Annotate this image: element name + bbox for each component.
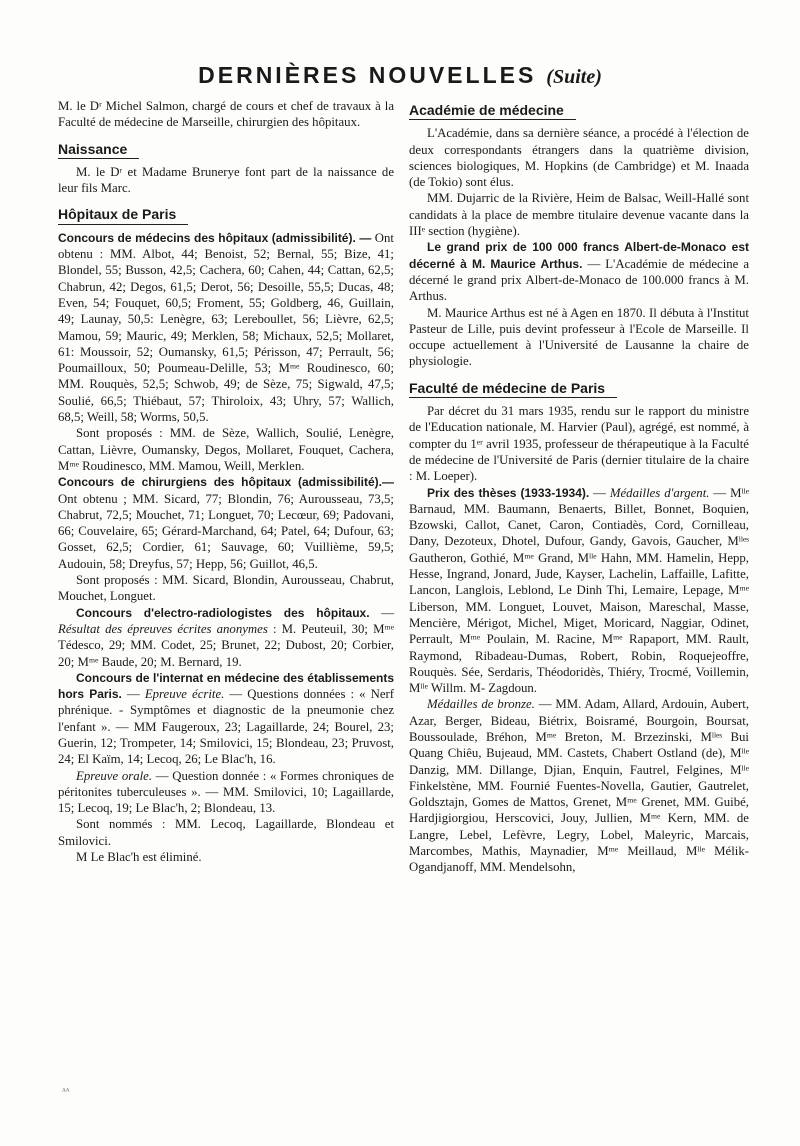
electro-paragraph: Concours d'electro-radiologistes des hôpitaux. — Résultat des épreuves écrites anonymes : M. Peuteuil, 30; Mᵐᵉ Tédesco, 29; MM. Codet, 25; Brunet, 22; Dubost, 20; Corbier, 20; Mᵐᵉ Baude, 20; M. Bernard, 19.	[58, 605, 395, 669]
electro-results: : M. Peuteuil, 30; Mᵐᵉ Tédesco, 29; MM. Codet, 25; Brunet, 22; Dubost, 20; Corbier, 20; Mᵐᵉ Baude, 20; M. Bernard, 19.	[58, 621, 395, 669]
arthus-paragraph: M. Maurice Arthus est né à Agen en 1870. Il débuta à l'Institut Pasteur de Lille, puis devint professeur à l'Ecole de Marseille. Il occupe actuellement à l'Université de Lausanne la chaire de physiologie.	[409, 305, 749, 369]
prix-heading: Le grand prix de 100 000 francs Albert-de-Monaco est décerné à M. Maurice Arthus.	[409, 240, 749, 271]
prix-text: — L'Académie de médecine a décerné le grand prix Albert-de-Monaco de 100.000 francs à M. Arthus.	[409, 256, 749, 304]
internat-heading: Concours de l'internat en médecine des établissements hors Paris.	[58, 670, 394, 702]
internat-orale-text: — Question donnée : « Formes chroniques de péritonites tuberculeuses ». — MM. Smilovici, 10; Lagaillarde, 15; Lecoq, 19; Le Blac'h, 2; Blondeau, 13.	[58, 768, 394, 816]
internat-orale-paragraph	[58, 768, 394, 817]
academie-paragraph-1: L'Académie, dans sa dernière séance, a procédé à l'élection de deux correspondants étrangers dans la quatrième division, sciences biologiques, M. Hopkins (de Cambridge) et M. Inaada (de Tokio) sont élus.	[409, 126, 749, 190]
internat-orale: Epreuve orale.	[76, 768, 153, 783]
internat-paragraph: Concours de l'internat en médecine des établissements hors Paris. — Epreuve écrite. — Questions données : « Nerf phrénique. - Symptômes et diagnostic de la pneumonie chez l'enfant ». — MM Faugeroux, 23; Lagaillarde, 24; Bourel, 23; Guerin, 12; Trompeter, 14; Smilovici, 15; Blondeau, 23; Pruvost, 24; El Kaïm, 14; Lecoq, 26; Le Blac'h, 16.	[58, 670, 395, 767]
medecins-paragraph	[58, 230, 394, 426]
section-heading-hopitaux: Hôpitaux de Paris	[58, 206, 188, 224]
naissance-paragraph: M. le Dʳ et Madame Brunerye font part de la naissance de leur fils Marc.	[58, 164, 394, 196]
theses-bronze: Médailles de bronze.	[427, 697, 535, 712]
chirurgiens-proposes: Sont proposés : MM. Sicard, Blondin, Aurousseau, Chabrut, Mouchet, Longuet.	[58, 573, 394, 604]
internat-nommes: Sont nommés : MM. Lecoq, Lagaillarde, Blondeau et Smilovici.	[58, 817, 394, 848]
theses-bronze-list: — MM. Adam, Allard, Ardouin, Aubert, Azar, Berger, Bideau, Biétrix, Boisramé, Bourgoin, Boursat, Boussoulade, Bréhon, Mᵐᵉ Breton, M. Brzezinski, Mˡˡᵉˢ Bui Quang Chiêu, Bujeaud, MM. Castets, Chabert Ostland (de), Mˡˡᵉ Danzig, MM. Dillange, Djian, Enquin, Fautrel, Felgines, Mˡˡᵉ Finkelstène, MM. Fournié Fuentes-Novella, Gautier, Gautrelet, Goldsztajn, Gomes de Mattos, Grenet, Mᵐᵉ Grenet, MM. Guibé, Hardjigiorgiou, Herscovici, Jouy, Jullien, Mᵐᵉ Kern, MM. de Langre, Lebel, Lefèvre, Legry, Lobel, Maleyric, Marcais, Marcombes, Mathis, Maynadier, Mᵐᵉ Meillaud, Mˡˡᵉ Mélik-Ogandjanoff, MM. Mendelsohn,	[409, 697, 750, 875]
section-heading-academie: Académie de médecine	[409, 102, 576, 120]
faculte-paragraph: Par décret du 31 mars 1935, rendu sur le rapport du ministre de l'Education nationale, M. Harvier (Paul), agrégé, est nommé, à compter du 1ᵉʳ avril 1935, professeur de thérapeutique à la Faculté de médecine de l'Université de Paris (dernier titulaire de la chaire : M. Loeper).	[409, 404, 749, 484]
theses-argent-list: — Mˡˡᵉ Barnaud, MM. Baumann, Benaerts, Billet, Bonnet, Boquien, Bzowski, Callot, Canet, Caron, Contiadès, Cord, Cornilleau, Dany, Dezoteux, Dhotel, Dufour, Gandy, Gavois, Gaucher, Mˡˡᵉˢ Gautheron, Gothié, Mᵐᵉ Grand, Mˡˡᵉ Hahn, MM. Hamelin, Hepp, Hesse, Ingrand, Jonard, Jude, Kayser, Lachelin, Laffaille, Lafitte, Lancon, Langlois, Leblond, Le Dinh Thi, Lemaire, Lepage, Mᵐᵉ Liberson, MM. Longuet, Louvet, Maison, Mareschal, Masse, Mencière, Mérigot, Michel, Miget, Moricard, Naggiar, Odinet, Perrault, Mᵐᵉ Poulain, M. Racine, Mᵐᵉ Rapaport, MM. Rault, Raymond, Ribadeau-Dumas, Robert, Robin, Roquejeoffre, Rouquès. Sée, Serdaris, Théodoridès, Thiéry, Trocmé, Voillemin, Mˡˡᵉ Willm. M- Zagdoun.	[409, 485, 749, 696]
internat-ecrite: Epreuve écrite.	[144, 687, 225, 702]
academie-paragraph-2: MM. Dujarric de la Rivière, Heim de Balsac, Weill-Hallé sont candidats à la place de membre titulaire devenue vacante dans la IIIᵉ section (hygiène).	[409, 191, 749, 239]
section-heading-faculte: Faculté de médecine de Paris	[409, 380, 617, 398]
page-corner-mark: ᴬᴬ	[62, 1086, 70, 1096]
right-column	[409, 98, 749, 876]
page-title	[0, 62, 800, 89]
electro-italic: Résultat des épreuves écrites anonymes	[58, 621, 268, 636]
intro-paragraph: M. le Dʳ Michel Salmon, chargé de cours et chef de travaux à la Faculté de médecine de Marseille, chirurgien des hôpitaux.	[58, 99, 394, 130]
electro-heading: Concours d'electro-radiologistes des hôpitaux.	[76, 605, 370, 620]
prix-paragraph	[409, 239, 749, 304]
internat-ecrite-text: — Questions données : « Nerf phrénique. - Symptômes et diagnostic de la pneumonie chez l'enfant ». — MM Faugeroux, 23; Lagaillarde, 24; Bourel, 23; Guerin, 12; Trompeter, 14; Smilovici, 15; Blondeau, 23; Pruvost, 24; El Kaïm, 14; Lecoq, 26; Le Blac'h, 16.	[58, 687, 395, 767]
section-heading-naissance: Naissance	[58, 141, 139, 159]
medecins-proposes: Sont proposés : MM. de Sèze, Wallich, Soulié, Lenègre, Cattan, Lièvre, Oumansky, Degos, Mollaret, Fouquet, Cachera, Mᵐᵉ Roudinesco, MM. Mamou, Weill, Merklen.	[58, 426, 394, 473]
left-column	[58, 98, 394, 865]
internat-elimine: M Le Blac'h est éliminé.	[76, 850, 202, 865]
chirurgiens-results: Ont obtenu ; MM. Sicard, 77; Blondin, 76; Aurousseau, 73,5; Chabrut, 72,5; Mouchet, 71; Longuet, 70; Lecœur, 69; Padovani, 66; Couvelaire, 65; Gérard-Marchand, 64; Patel, 64; Dufour, 63; Gosset, 62,5; Cordier, 61; Sauvage, 60; Vuillième, 59,5; Audouin, 58; Dreyfus, 57; Hepp, 56; Guillot, 46,5.	[58, 491, 394, 571]
theses-heading: Prix des thèses (1933-1934).	[427, 485, 590, 500]
page-title-text: DERNIÈRES NOUVELLES	[198, 62, 537, 88]
chirurgiens-heading: Concours de chirurgiens des hôpitaux (admissibilité).—	[58, 475, 394, 490]
theses-bronze-paragraph	[409, 696, 749, 875]
chirurgiens-paragraph	[58, 474, 394, 572]
theses-paragraph: Prix des thèses (1933-1934). — Médailles d'argent. — Mˡˡᵉ Barnaud, MM. Baumann, Benaerts, Billet, Bonnet, Boquien, Bzowski, Callot, Canet, Caron, Contiadès, Cord, Cornilleau, Dany, Dezoteux, Dhotel, Dufour, Gandy, Gavois, Gaucher, Mˡˡᵉˢ Gautheron, Gothié, Mᵐᵉ Grand, Mˡˡᵉ Hahn, MM. Hamelin, Hepp, Hesse, Ingrand, Jonard, Jude, Kayser, Lachelin, Laffaille, Lafitte, Lancon, Langlois, Leblond, Le Dinh Thi, Lemaire, Lepage, Mᵐᵉ Liberson, MM. Longuet, Louvet, Maison, Mareschal, Masse, Mencière, Mérigot, Michel, Miget, Moricard, Naggiar, Odinet, Perrault, Mᵐᵉ Poulain, M. Racine, Mᵐᵉ Rapaport, MM. Rault, Raymond, Ribadeau-Dumas, Robert, Robin, Roquejeoffre, Rouquès. Sée, Serdaris, Théodoridès, Thiéry, Trocmé, Voillemin, Mˡˡᵉ Willm. M- Zagdoun.	[409, 485, 749, 696]
page-title-suite: (Suite)	[546, 66, 602, 88]
theses-argent: Médailles d'argent.	[609, 485, 710, 500]
medecins-heading: Concours de médecins des hôpitaux (admissibilité). —	[58, 230, 372, 245]
medecins-results: Ont obtenu : MM. Albot, 44; Benoist, 52; Bernal, 55; Bize, 41; Blondel, 55; Busson, 42,5; Cachera, 60; Cahen, 44; Cattan, 62,5; Chabrun, 42; Degos, 61,5; Derot, 56; Desoille, 55,5; Ducas, 48; Even, 54; Fouquet, 60,5; Froment, 55; Goldberg, 46, Guillain, 49; Launay, 50,5: Lenègre, 63; Lereboullet, 56; Lièvre, 62,5; Mamou, 59; Mauric, 49; Merklen, 58; Michaux, 52,5; Mollaret, 61: Moussoir, 52; Oumansky, 61,5; Périsson, 47; Perrault, 56; Poumailloux, 50; Poumeau-Delille, 53; Mᵐᵉ Roudinesco, 60; MM. Rouquès, 52,5; Schwob, 49; de Sèze, 75; Sigwald, 47,5; Soulié, 66,5; Thiébaut, 57; Thiroloix, 43; Uhry, 57; Wallich, 68,5; Weill, 58; Worms, 50,5.	[58, 230, 394, 425]
